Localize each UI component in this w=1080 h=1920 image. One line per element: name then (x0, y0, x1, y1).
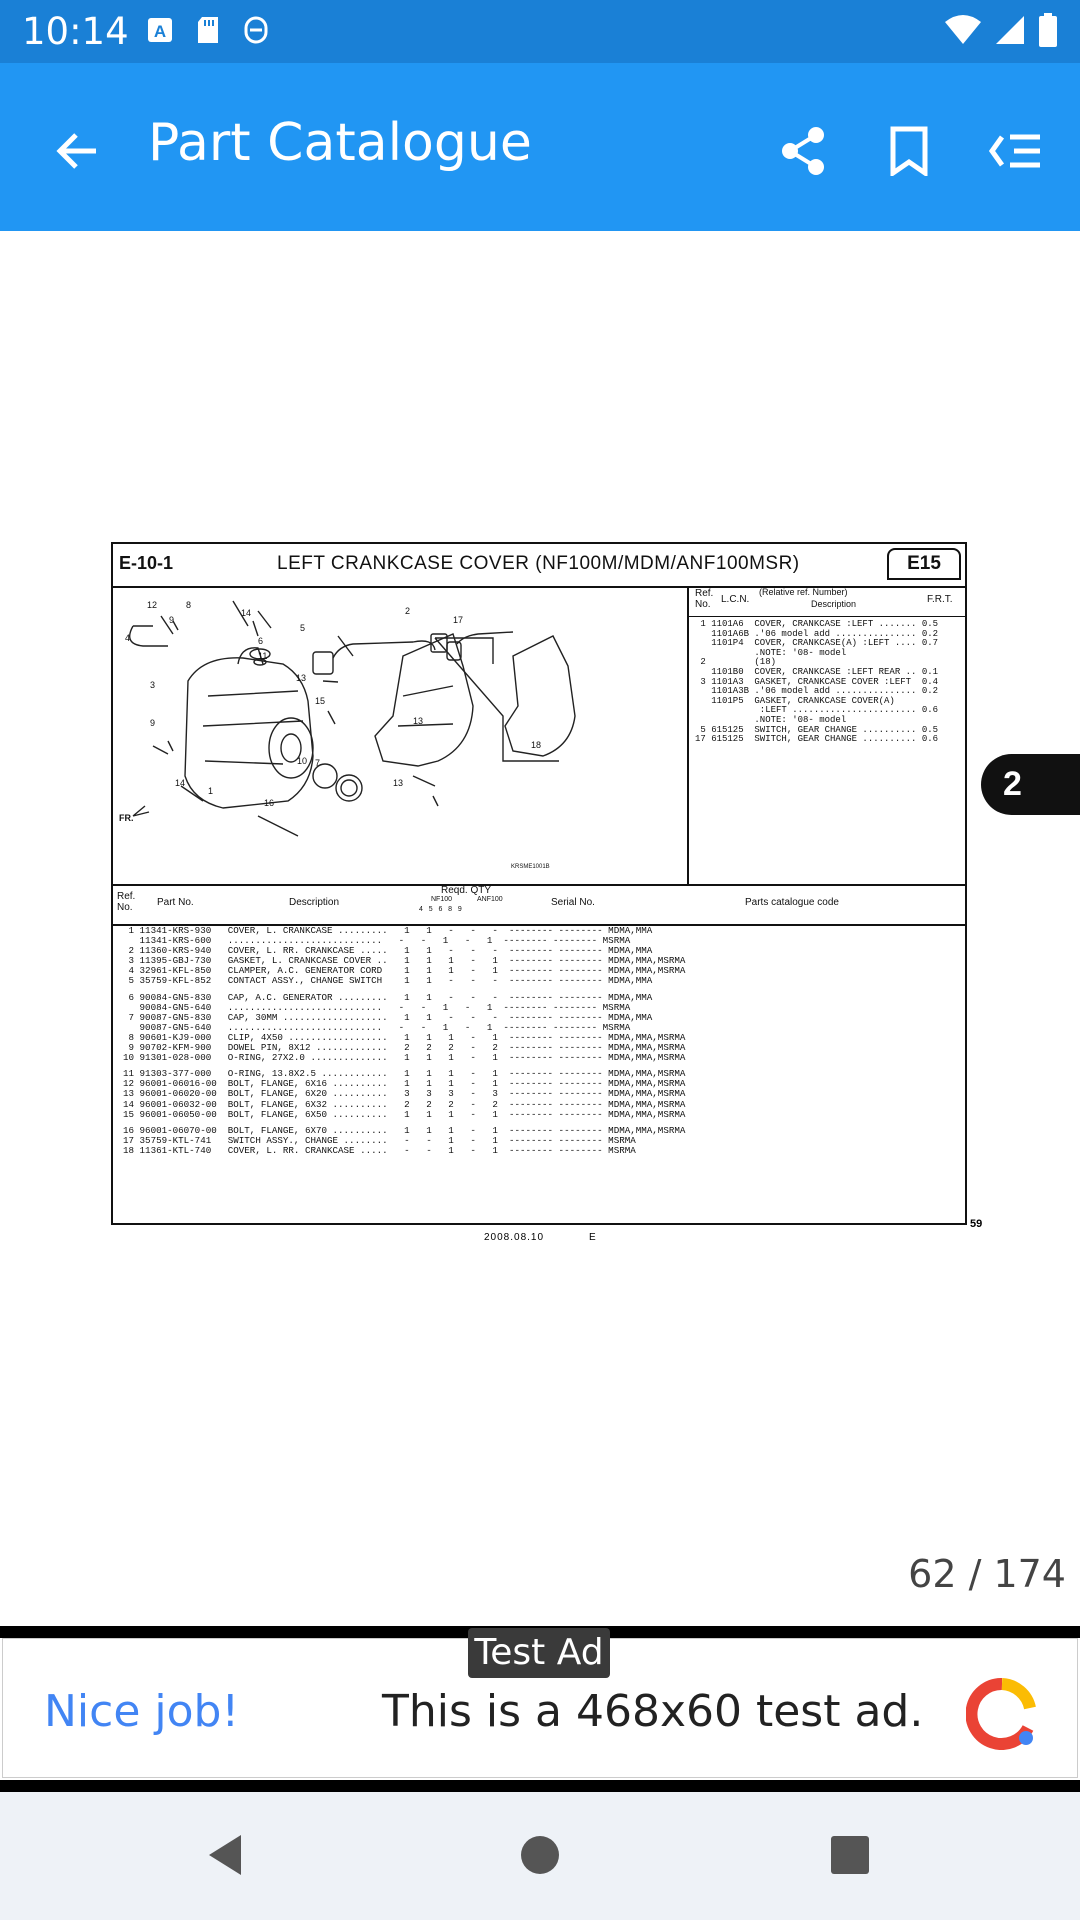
bookmark-button[interactable] (874, 118, 944, 188)
parts-row: 10 91301-028-000 O-RING, 27X2.0 .............. 1 1 1 - 1 -------- -------- MDMA,MMA,MSRMA (123, 1052, 686, 1064)
parts-row: 8 90601-KJ9-000 CLIP, 4X50 .................. 1 1 1 - 1 -------- -------- MDMA,MMA,MSRMA (123, 1031, 686, 1043)
signal-icon (994, 14, 1026, 51)
svg-text:14: 14 (175, 778, 186, 788)
reference-line: 1101B0 COVER, CRANKCASE :LEFT REAR .. 0.1 (695, 666, 939, 677)
status-bar (0, 0, 1080, 63)
reference-table-header: Ref. No. L.C.N. (Relative ref. Number) Description F.R.T. (689, 586, 967, 617)
svg-text:14: 14 (241, 608, 252, 618)
svg-text:3: 3 (150, 680, 156, 690)
battery-icon (1038, 13, 1058, 52)
svg-text:6: 6 (258, 636, 264, 646)
reference-line: 1101P4 COVER, CRANKCASE(A) :LEFT .... 0.7 (695, 638, 939, 649)
svg-text:11: 11 (258, 651, 268, 661)
bookmark-icon (889, 126, 929, 181)
svg-text:17: 17 (453, 615, 464, 625)
ad-headline[interactable]: Nice job! (44, 1686, 240, 1737)
svg-text:10: 10 (297, 756, 308, 766)
parts-row: 11 91303-377-000 O-RING, 13.8X2.5 ............ 1 1 1 - 1 -------- -------- MDMA,MMA,MSRMA (123, 1068, 686, 1080)
parts-row: 2 11360-KRS-940 COVER, L. RR. CRANKCASE ..... 1 1 - - - -------- -------- MDMA,MMA (123, 945, 653, 957)
svg-text:A: A (153, 22, 167, 41)
sheet-title: LEFT CRANKCASE COVER (NF100M/MDM/ANF100MSR) (277, 553, 800, 574)
wifi-icon (944, 14, 982, 51)
sheet-code: E-10-1 (119, 553, 174, 573)
sheet-date: 2008.08.10 (484, 1232, 545, 1243)
parts-row: 17 35759-KTL-741 SWITCH ASSY., CHANGE ........ - - 1 - 1 -------- -------- MSRMA (123, 1134, 636, 1146)
svg-text:1: 1 (208, 786, 214, 796)
parts-row: 18 11361-KTL-740 COVER, L. RR. CRANKCASE ..... - - 1 - 1 -------- -------- MSRMA (123, 1144, 636, 1156)
sheet-language: E (589, 1232, 596, 1243)
reference-line: 2 (18) (695, 657, 777, 668)
svg-text:12: 12 (147, 600, 158, 610)
app-bar (0, 63, 1080, 231)
parts-row: 7 90087-GN5-830 CAP, 30MM ................... 1 1 - - - -------- -------- MDMA,MMA (123, 1011, 653, 1023)
parts-row: 90087-GN5-640 ............................ - - 1 - 1 -------- -------- MSRMA (123, 1021, 631, 1033)
test-ad-label: Test Ad (468, 1628, 610, 1678)
home-circle-icon (520, 1835, 560, 1880)
table-of-contents-button[interactable] (980, 118, 1050, 188)
share-icon (780, 126, 826, 181)
section-side-tab: 2 (981, 754, 1080, 815)
parts-row: 6 90084-GN5-830 CAP, A.C. GENERATOR ......... 1 1 - - - -------- -------- MDMA,MMA (123, 991, 653, 1003)
recents-square-icon (830, 1835, 870, 1880)
reference-line: .NOTE: '08- model (695, 647, 847, 658)
ad-body-text[interactable]: This is a 468x60 test ad. (382, 1686, 924, 1737)
share-button[interactable] (768, 118, 838, 188)
back-button[interactable] (40, 118, 110, 188)
svg-text:9: 9 (169, 615, 175, 625)
reference-line: :LEFT ....................... 0.6 (695, 705, 939, 716)
svg-text:5: 5 (300, 623, 306, 633)
sd-card-icon (194, 14, 222, 46)
reference-line: .NOTE: '08- model (695, 714, 847, 725)
vpn-icon (242, 14, 270, 46)
parts-row: 12 96001-06016-00 BOLT, FLANGE, 6X16 .......... 1 1 1 - 1 -------- -------- MDMA,MMA,MSRMA (123, 1078, 686, 1090)
parts-row: 15 96001-06050-00 BOLT, FLANGE, 6X50 .......... 1 1 1 - 1 -------- -------- MDMA,MMA,MSRMA (123, 1108, 686, 1120)
parts-row: 5 35759-KFL-852 CONTACT ASSY., CHANGE SWITCH 1 1 - - - -------- -------- MDMA,MMA (123, 975, 653, 987)
section-badge: E15 (887, 548, 961, 580)
svg-text:13: 13 (413, 716, 424, 726)
page-indicator: 62 / 174 (908, 1552, 1066, 1596)
parts-row: 3 11395-GBJ-730 GASKET, L. CRANKCASE COVER .. 1 1 1 - 1 -------- -------- MDMA,MMA,MSRMA (123, 955, 686, 967)
svg-text:FR.: FR. (119, 813, 134, 823)
system-nav-bar (0, 1792, 1080, 1920)
nav-back-button[interactable] (190, 1822, 260, 1892)
reference-line: 1101A3B .'06 model add ............... 0.2 (695, 686, 939, 697)
sheet-page-number: 59 (970, 1218, 983, 1230)
a-notification-icon (146, 14, 174, 46)
app-title: Part Catalogue (148, 113, 532, 173)
svg-text:18: 18 (531, 740, 542, 750)
svg-text:8: 8 (186, 600, 192, 610)
parts-list (123, 926, 685, 1156)
reference-line: 5 615125 SWITCH, GEAR CHANGE .......... 0.5 (695, 724, 939, 735)
svg-text:7: 7 (315, 758, 321, 768)
back-triangle-icon (205, 1833, 245, 1882)
sheet-header (113, 544, 965, 588)
nav-home-button[interactable] (505, 1822, 575, 1892)
svg-text:KRSME1001B: KRSME1001B (511, 864, 550, 870)
reference-line: 1101P5 GASKET, CRANKCASE COVER(A) (695, 695, 895, 706)
parts-row: 11341-KRS-600 ............................ - - 1 - 1 -------- -------- MSRMA (123, 935, 631, 947)
svg-text:13: 13 (393, 778, 404, 788)
svg-text:13: 13 (296, 673, 307, 683)
table-of-contents-icon (988, 131, 1042, 176)
parts-row: 14 96001-06032-00 BOLT, FLANGE, 6X32 .......... 2 2 2 - 2 -------- -------- MDMA,MMA,MSRMA (123, 1098, 686, 1110)
admob-logo-icon[interactable] (966, 1678, 1038, 1750)
parts-row: 90084-GN5-640 ............................ - - 1 - 1 -------- -------- MSRMA (123, 1001, 631, 1013)
reference-line: 1101A6B .'06 model add ............... 0.2 (695, 628, 939, 639)
reference-lines (695, 620, 938, 745)
reference-line: 1 1101A6 COVER, CRANKCASE :LEFT ....... 0.5 (695, 619, 939, 629)
exploded-parts-drawing (113, 586, 689, 884)
catalogue-page[interactable] (111, 542, 983, 1243)
catalogue-sheet (111, 542, 967, 1225)
parts-row: 9 90702-KFM-900 DOWEL PIN, 8X12 ............. 2 2 2 - 2 -------- -------- MDMA,MMA,MSRMA (123, 1042, 686, 1054)
parts-row: 1 11341-KRS-930 COVER, L. CRANKCASE ......... 1 1 - - - -------- -------- MDMA,MMA (123, 925, 653, 936)
nav-recents-button[interactable] (815, 1822, 885, 1892)
parts-table-header: Ref. No. Part No. Description Reqd. QTY NF100 ANF100 4 5 6 8 9 Serial No. Parts catalogue code (113, 884, 965, 926)
reference-table (689, 586, 967, 884)
svg-text:2: 2 (405, 606, 411, 616)
parts-row: 13 96001-06020-00 BOLT, FLANGE, 6X20 .......... 3 3 3 - 3 -------- -------- MDMA,MMA,MSRMA (123, 1088, 686, 1100)
arrow-left-icon (52, 131, 98, 176)
reference-line: 3 1101A3 GASKET, CRANKCASE COVER :LEFT 0.4 (695, 676, 939, 687)
parts-row: 16 96001-06070-00 BOLT, FLANGE, 6X70 .......... 1 1 1 - 1 -------- -------- MDMA,MMA,MSRMA (123, 1124, 686, 1136)
svg-text:15: 15 (315, 696, 326, 706)
svg-text:16: 16 (264, 798, 275, 808)
svg-text:4: 4 (125, 633, 131, 643)
parts-row: 4 32961-KFL-850 CLAMPER, A.C. GENERATOR CORD 1 1 1 - 1 -------- -------- MDMA,MMA,MSRMA (123, 965, 686, 977)
ad-border-bottom (0, 1780, 1080, 1792)
reference-line: 17 615125 SWITCH, GEAR CHANGE .......... 0.6 (695, 734, 939, 745)
svg-text:9: 9 (150, 718, 156, 728)
status-time: 10:14 (22, 10, 129, 53)
